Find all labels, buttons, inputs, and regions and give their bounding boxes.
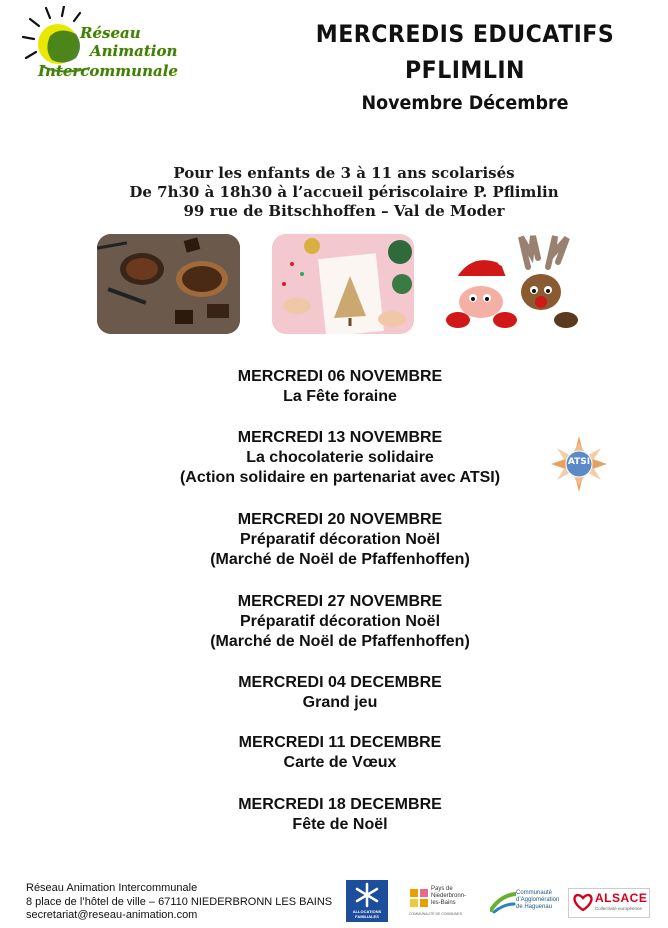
christmas-craft-photo [272,234,414,334]
event-date: MERCREDI 06 NOVEMBRE [237,368,443,385]
logo-word-3: Intercommunale [38,62,178,80]
event-7 [100,795,580,835]
event-title: Préparatif décoration Noël [239,531,441,548]
pays-line-3: les-Bains [431,900,456,906]
event-date: MERCREDI 11 DECEMBRE [238,734,442,751]
event-date: MERCREDI 13 NOVEMBRE [237,429,443,446]
info-hours: De 7h30 à 18h30 à l’accueil périscolaire P. Pflimlin [129,183,559,201]
reseau-animation-logo [20,6,195,86]
event-subtitle: (Marché de Noël de Pfaffenhoffen) [210,551,470,568]
event-title: Grand jeu [302,694,378,711]
footer-contact [26,882,332,923]
logo-word-2: Animation [90,42,178,60]
event-subtitle: (Marché de Noël de Pfaffenhoffen) [210,633,470,650]
page-title-line-1: MERCREDIS EDUCATIFS [315,20,615,48]
event-5 [100,673,580,713]
alsace-name: ALSACE [595,891,648,905]
event-date: MERCREDI 04 DECEMBRE [238,674,442,691]
pays-line-2: Niederbronn- [431,893,467,899]
info-address: 99 rue de Bitschhoffen – Val de Moder [183,202,505,220]
footer-address: 8 place de l’hôtel de ville – 67110 NIEDERBRONN LES BAINS [26,895,333,908]
pays-line-1: Pays de [431,886,453,892]
event-4 [100,592,580,652]
ca-haguenau-logo [490,888,562,918]
snowflake-icon [346,880,388,910]
pays-sub: COMMUNAUTÉ DE COMMUNES [409,912,463,916]
page-subtitle-months: Novembre Décembre [361,92,569,114]
event-title: La Fête foraine [283,388,397,405]
event-subtitle: (Action solidaire en partenariat avec ATSI) [179,469,501,486]
atsi-logo [551,436,607,492]
atsi-logo-text: ATSI [567,457,591,467]
page-title-line-2: PFLIMLIN [405,56,525,84]
cah-line-3: de Haguenau [516,904,553,910]
footer-email[interactable]: secretariat@reseau-animation.com [26,909,198,921]
event-date: MERCREDI 27 NOVEMBRE [237,593,443,610]
event-title: La chocolaterie solidaire [246,449,434,466]
event-title: Préparatif décoration Noël [239,613,441,630]
pays-squares-icon [409,888,429,912]
event-date: MERCREDI 20 NOVEMBRE [237,511,443,528]
caf-logo-text: ALLOCATIONS FAMILIALES [352,909,382,919]
event-6 [100,733,580,773]
santa-reindeer-illustration [443,232,583,332]
cah-line-1: Communauté [516,890,553,896]
cah-line-2: d’Agglomération [516,897,560,903]
event-1 [100,367,580,407]
event-3 [100,510,580,570]
event-title: Fête de Noël [292,816,388,833]
alsace-sub: Collectivité européenne [595,906,643,911]
event-2 [100,428,580,488]
chocolate-photo [97,234,240,334]
event-title: Carte de Vœux [283,754,397,771]
event-date: MERCREDI 18 DECEMBRE [238,796,442,813]
caf-logo [346,880,388,922]
pays-niederbronn-logo [409,886,475,918]
haguenau-swoosh-icon [490,892,516,914]
info-age: Pour les enfants de 3 à 11 ans scolarisés [173,164,515,182]
alsace-heart-icon [572,893,594,911]
alsace-logo [568,888,650,918]
logo-word-1: Réseau [80,24,141,42]
footer-org: Réseau Animation Intercommunale [26,882,198,894]
